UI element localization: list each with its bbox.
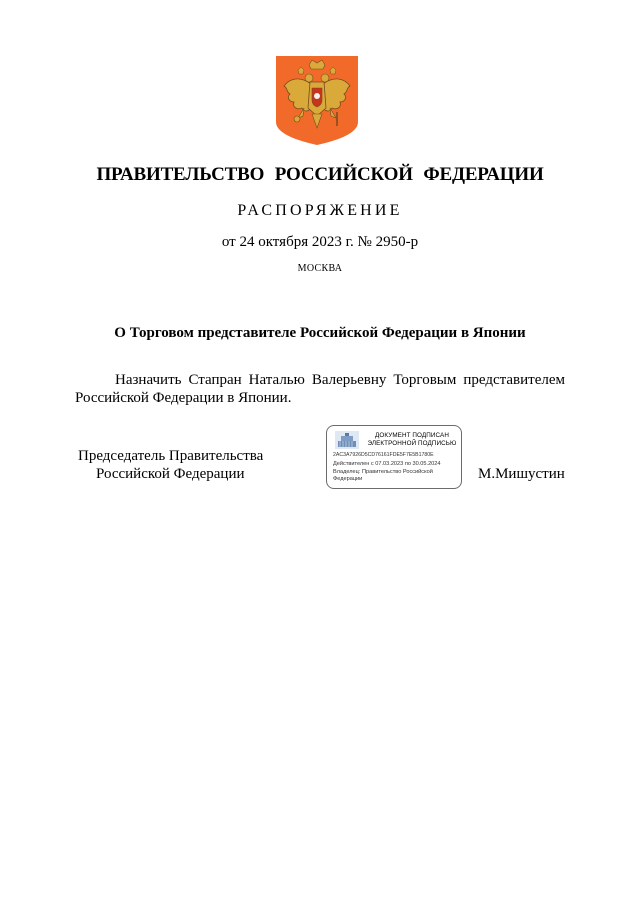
signatory-position-line-2: Российской Федерации [96,466,245,482]
body-text-line-2: Российской Федерации в Японии. [75,390,292,406]
document-city: МОСКВА [297,263,343,274]
stamp-certificate-serial: 2AC3A7926D5CD76161FDE5F7E5B1780E [333,452,434,458]
government-title: ПРАВИТЕЛЬСТВО РОССИЙСКОЙ ФЕДЕРАЦИИ [96,164,544,185]
stamp-owner-line-2: Федерации [333,476,363,482]
stamp-title-line-2: ЭЛЕКТРОННОЙ ПОДПИСЬЮ [367,440,457,447]
body-text-line-1: Назначить Стапран Наталью Валерьевну Торговым представителем [115,372,565,388]
stamp-owner-line-1: Владелец: Правительство Российской [333,469,433,475]
document-subject: О Торговом представителе Российской Федерации в Японии [114,325,526,341]
document-date-number: от 24 октября 2023 г. № 2950-р [221,234,419,250]
government-building-icon [334,431,360,449]
document-type: РАСПОРЯЖЕНИЕ [237,202,403,219]
signatory-position-line-1: Председатель Правительства [78,448,264,464]
stamp-validity: Действителен с 07.03.2023 по 30.05.2024 [333,461,441,467]
signatory-name: М.Мишустин [478,466,565,482]
coat-of-arms-icon [276,56,358,145]
electronic-signature-stamp [326,425,462,489]
stamp-title-line-1: ДОКУМЕНТ ПОДПИСАН [375,432,449,439]
